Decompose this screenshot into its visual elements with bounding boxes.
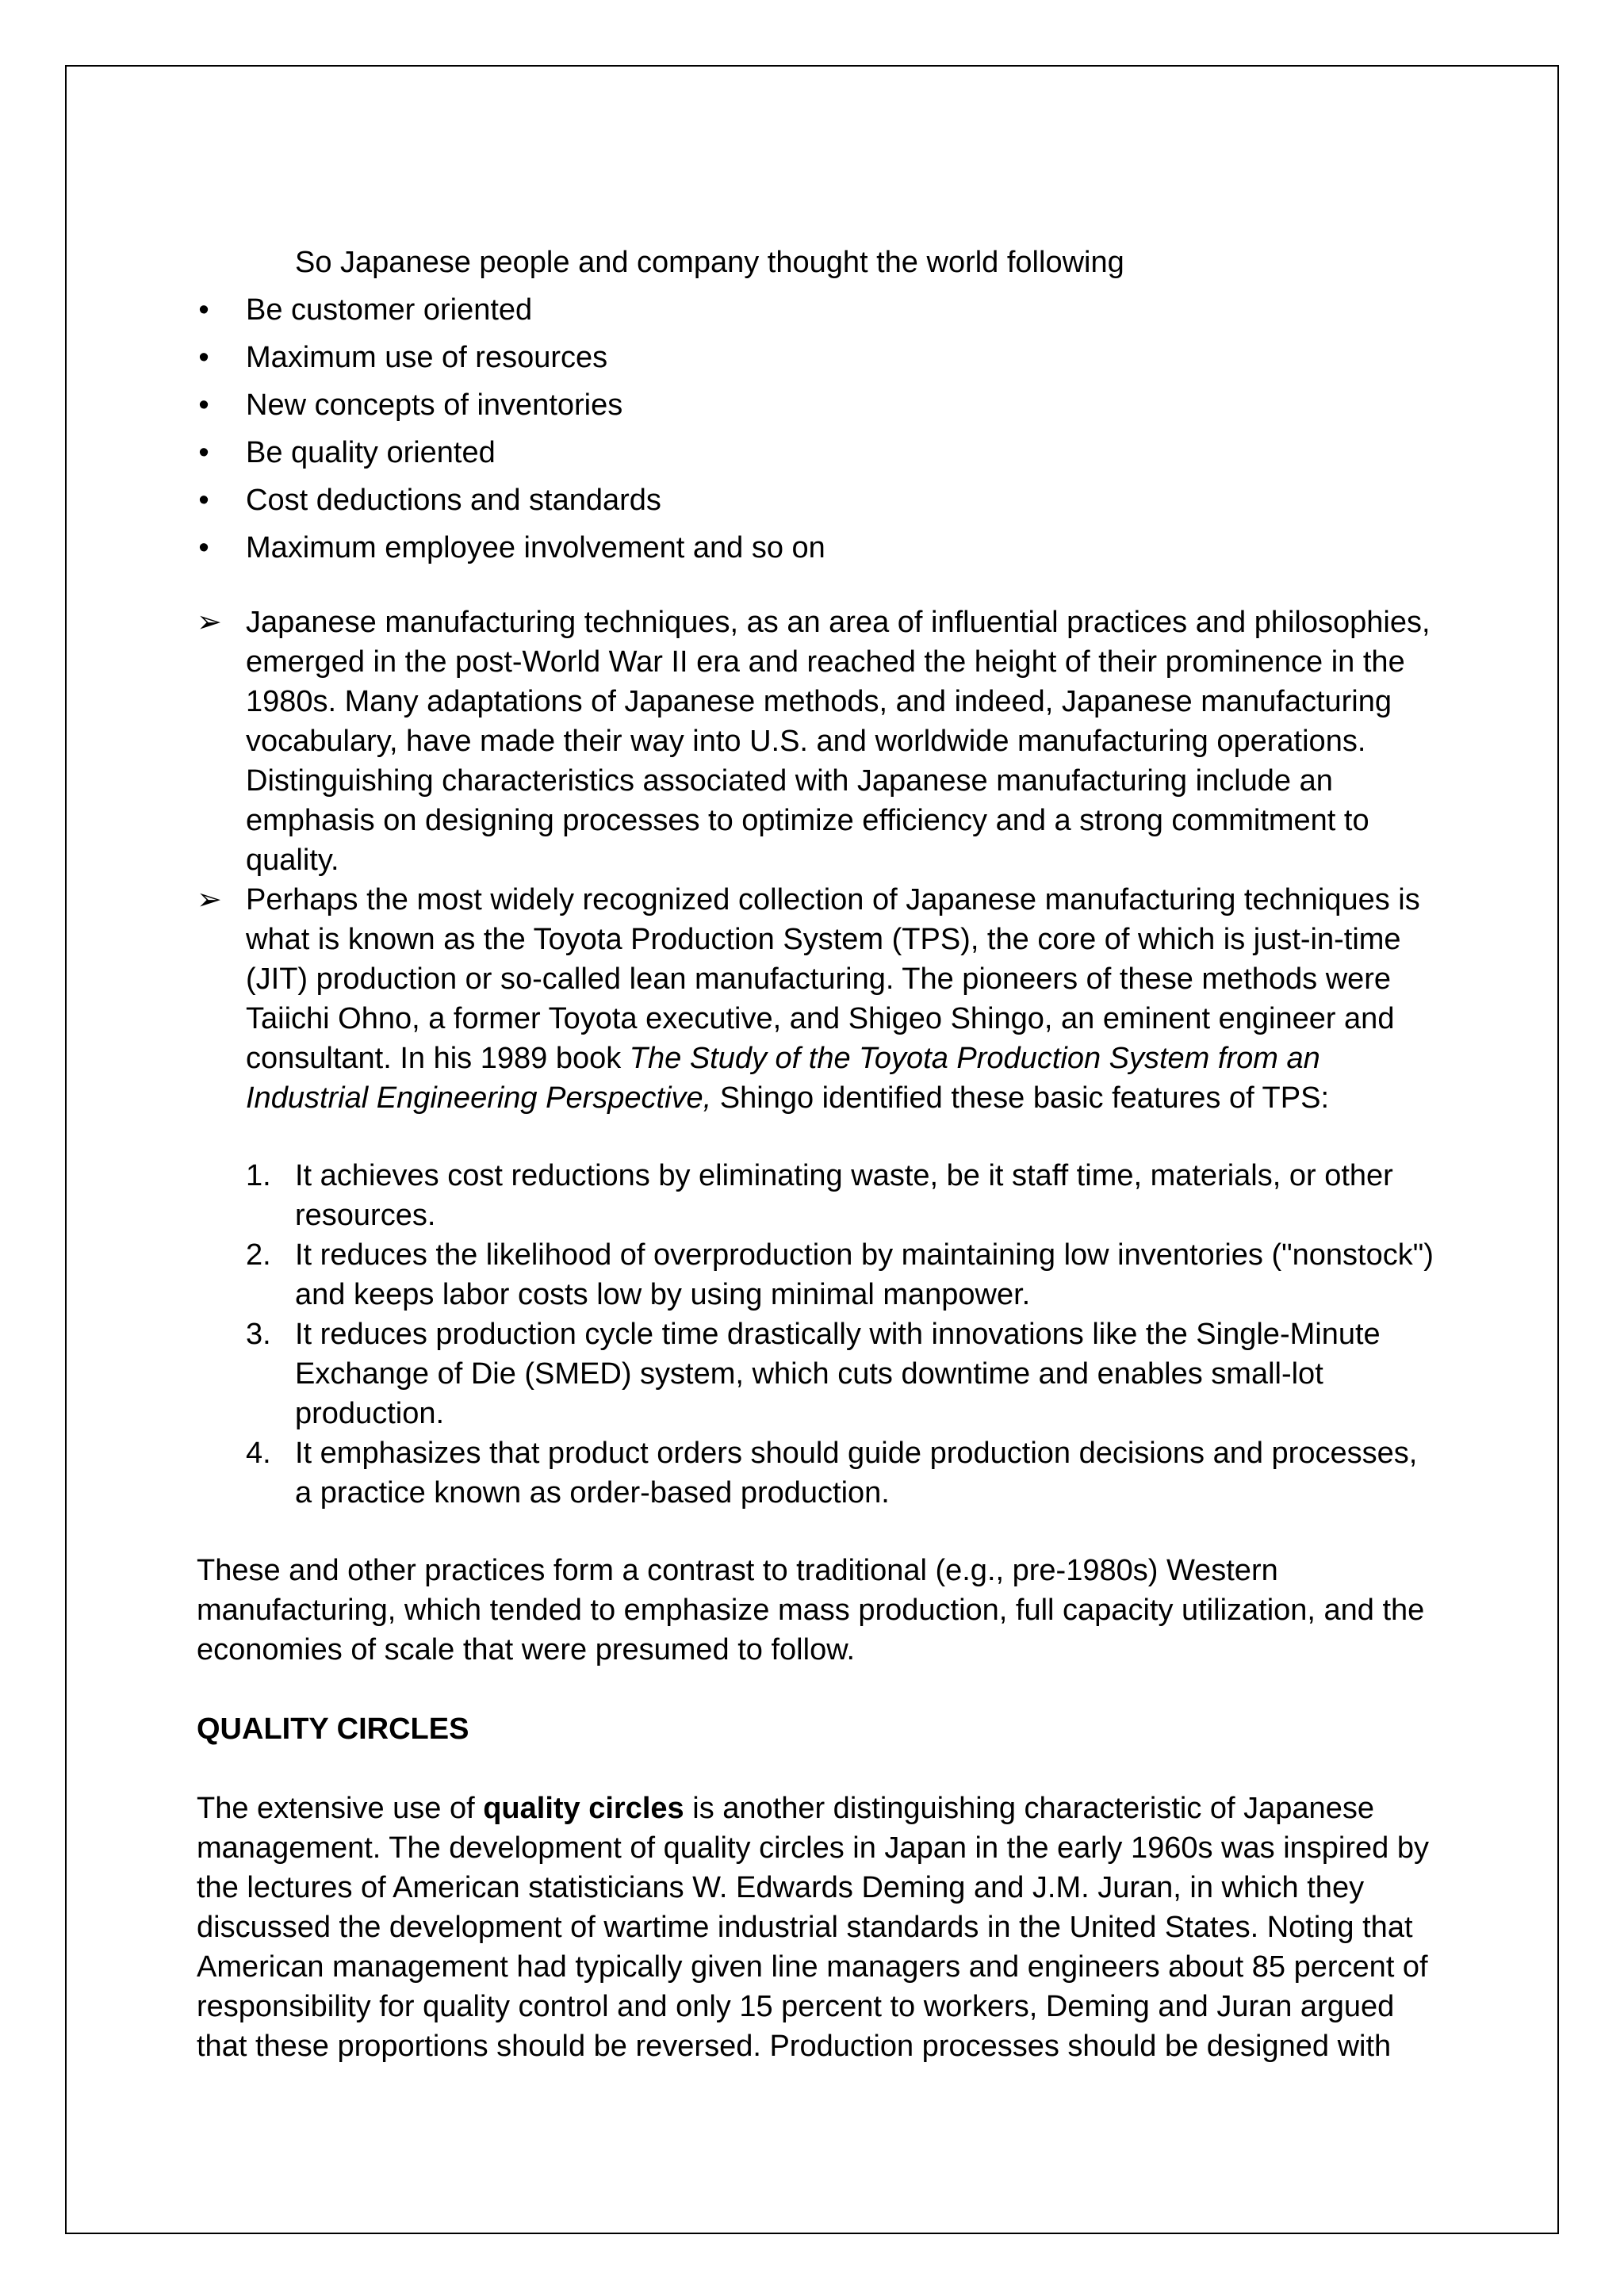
list-item-text: Maximum employee involvement and so on (246, 531, 825, 564)
bullet-icon: • (198, 436, 209, 469)
arrow-item-tps (197, 880, 1434, 1118)
bullet-icon: • (198, 484, 209, 517)
numbered-item-text: It reduces the likelihood of overproduction by maintaining low inventories ("nonstock") and keeps labor costs low by using minimal manpower. (295, 1238, 1434, 1311)
arrow-bullet-icon: ➢ (197, 883, 222, 916)
item-number: 3. (246, 1318, 271, 1351)
arrow-item-japanese-techniques (197, 603, 1434, 880)
tps-features-list (197, 1156, 1434, 1513)
numbered-item (197, 1314, 1434, 1433)
bullet-icon: • (198, 293, 209, 327)
list-item-text: Cost deductions and standards (246, 484, 661, 517)
numbered-item-text: It reduces production cycle time drastically with innovations like the Single-Minute Exchange of Die (SMED) system, which cuts downtime and enables small-lot production. (295, 1318, 1381, 1430)
item-number: 4. (246, 1437, 271, 1470)
list-item-text: Maximum use of resources (246, 341, 608, 374)
document-body (197, 243, 1434, 2066)
paragraph-text-continued: is another distinguishing characteristic of Japanese management. The development of quality circles in Japan in the early 1960s was inspired by the lectures of American statisticians W. Edwards Deming and J.M. Juran, in which they discussed the development of wartime industrial standards in the United States. Noting that American management had typically given line managers and engineers about 85 percent of responsibility for quality control and only 15 percent to workers, Deming and Juran argued that these proportions should be reversed. Production processes should be designed with (197, 1792, 1429, 2063)
list-item (197, 338, 1434, 377)
list-item-text: Be quality oriented (246, 436, 496, 469)
list-item (197, 290, 1434, 330)
item-number: 1. (246, 1159, 271, 1192)
list-item (197, 528, 1434, 568)
arrow-list (197, 603, 1434, 1118)
quality-circles-paragraph (197, 1789, 1434, 2066)
numbered-item-text: It emphasizes that product orders should guide production decisions and processes, a practice known as order-based production. (295, 1437, 1418, 1510)
arrow-item-text-end: Shingo identified these basic features of TPS: (711, 1081, 1329, 1115)
bold-term: quality circles (483, 1792, 684, 1825)
numbered-item-text: It achieves cost reductions by eliminating waste, be it staff time, materials, or other resources. (295, 1159, 1393, 1232)
list-item (197, 433, 1434, 473)
list-item-text: New concepts of inventories (246, 388, 623, 422)
arrow-item-text: Perhaps the most widely recognized collection of Japanese manufacturing techniques is what is known as the Toyota Production System (TPS), the core of which is just-in-time (JIT) production or so-called lean manufacturing. The pioneers of these methods were Taiichi Ohno, a former Toyota executive, and Shigeo Shingo, an eminent engineer and consultant. In his 1989 book (246, 883, 1420, 1075)
numbered-item (197, 1235, 1434, 1314)
intro-line: So Japanese people and company thought the world following (295, 246, 1124, 279)
list-item (197, 480, 1434, 520)
section-heading: QUALITY CIRCLES (197, 1712, 469, 1746)
bullet-icon: • (198, 531, 209, 564)
bullet-list (197, 290, 1434, 568)
arrow-item-text: Japanese manufacturing techniques, as an area of influential practices and philosophies, emerged in the post-World War II era and reached the height of their prominence in the 1980s. Many adaptations of Japanese methods, and indeed, Japanese manufacturing vocabulary, have made their way into U.S. and worldwide manufacturing operations. Distinguishing characteristics associated with Japanese manufacturing include an emphasis on designing processes to optimize efficiency and a strong commitment to quality. (246, 606, 1431, 877)
bullet-icon: • (198, 388, 209, 422)
numbered-item (197, 1156, 1434, 1235)
list-item (197, 385, 1434, 425)
list-item-text: Be customer oriented (246, 293, 533, 327)
paragraph-text: The extensive use of (197, 1792, 484, 1825)
numbered-item (197, 1433, 1434, 1513)
book-title: The Study of the Toyota Production System from an Industrial Engineering Perspective, (246, 1042, 1320, 1115)
arrow-bullet-icon: ➢ (197, 606, 222, 639)
bullet-icon: • (198, 341, 209, 374)
item-number: 2. (246, 1238, 271, 1272)
contrast-paragraph: These and other practices form a contrast to traditional (e.g., pre-1980s) Western manufacturing, which tended to emphasize mass production, full capacity utilization, and the economies of scale that were presumed to follow. (197, 1554, 1425, 1667)
